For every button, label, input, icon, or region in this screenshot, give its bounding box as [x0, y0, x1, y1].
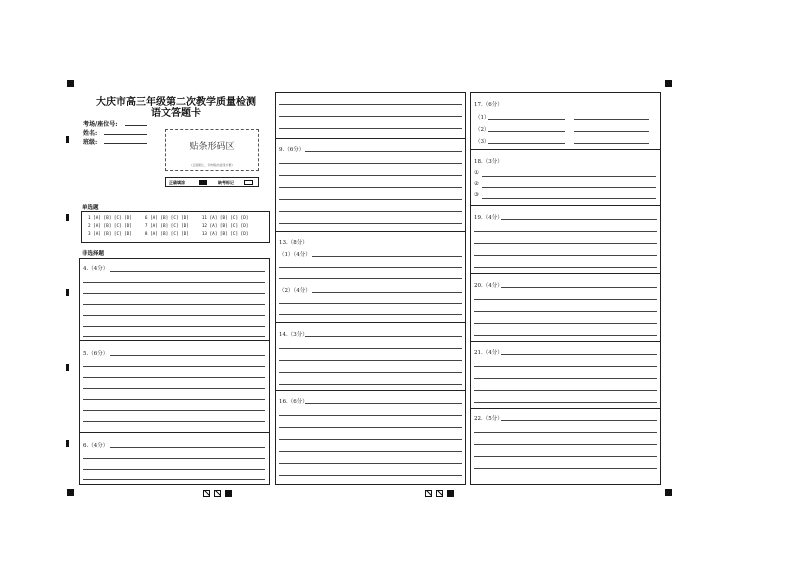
section-divider: [470, 341, 661, 342]
corner-mark-bottom-left: [67, 489, 74, 496]
name-label: 姓名:: [83, 130, 98, 137]
answer-line[interactable]: [474, 366, 657, 367]
answer-line[interactable]: [488, 131, 565, 132]
question-label-q6: 6.（4分）: [83, 443, 109, 449]
answer-line[interactable]: [501, 219, 657, 220]
missing-mark-label: 缺考标记: [218, 180, 234, 185]
answer-line[interactable]: [474, 243, 657, 244]
section-divider: [470, 273, 661, 274]
answer-line[interactable]: [488, 119, 565, 120]
answer-line[interactable]: [279, 463, 462, 464]
answer-line[interactable]: [482, 198, 656, 199]
answer-line[interactable]: [305, 403, 462, 404]
objective-answer-box: [81, 211, 270, 243]
timing-mark: [66, 289, 69, 296]
answer-line[interactable]: [279, 199, 462, 200]
page-marker-icon: [214, 490, 221, 497]
corner-mark-top-left: [67, 80, 74, 87]
answer-line[interactable]: [83, 399, 265, 400]
answer-line[interactable]: [501, 354, 657, 355]
question-label-q17-3: （3）: [475, 139, 490, 145]
question-label-q21: 21.（4分）: [474, 350, 503, 356]
correct-fill-sample-icon: [199, 180, 207, 185]
section-divider: [275, 138, 466, 139]
answer-line[interactable]: [312, 256, 462, 257]
answer-line[interactable]: [574, 119, 649, 120]
question-label-q4: 4.（4分）: [83, 266, 109, 272]
answer-line[interactable]: [474, 390, 657, 391]
answer-line[interactable]: [474, 323, 657, 324]
answer-line[interactable]: [279, 303, 462, 304]
question-label-q18-2: ②: [474, 181, 479, 187]
question-label-q16: 16.（6分）: [279, 399, 308, 405]
answer-line[interactable]: [279, 163, 462, 164]
question-label-q20: 20.（4分）: [474, 283, 503, 289]
question-label-q5: 5.（6分）: [83, 351, 109, 357]
answer-line[interactable]: [279, 278, 462, 279]
section-divider: [275, 231, 466, 232]
answer-line[interactable]: [474, 311, 657, 312]
exam-room-label: 考场/座位号:: [83, 121, 118, 128]
section-divider: [470, 149, 661, 150]
question-label-q13-1: （1）（4分）: [279, 252, 311, 258]
answer-line[interactable]: [83, 421, 265, 422]
corner-mark-top-right: [665, 80, 672, 87]
answer-line[interactable]: [279, 187, 462, 188]
fill-legend: [165, 177, 259, 187]
answer-line[interactable]: [83, 458, 265, 459]
answer-line[interactable]: [474, 432, 657, 433]
class-field[interactable]: [104, 143, 147, 144]
corner-mark-bottom-right: [665, 489, 672, 496]
answer-line[interactable]: [83, 410, 265, 411]
answer-line[interactable]: [279, 360, 462, 361]
question-label-q13: 13.（8分）: [279, 240, 308, 246]
timing-mark: [66, 440, 69, 447]
answer-line[interactable]: [110, 447, 265, 448]
barcode-note: (正面朝上，切勿贴出虚线方框): [191, 163, 233, 167]
answer-line[interactable]: [110, 271, 265, 272]
answer-line[interactable]: [279, 439, 462, 440]
section-divider: [275, 322, 466, 323]
answer-line[interactable]: [279, 348, 462, 349]
answer-line[interactable]: [83, 479, 265, 480]
answer-line[interactable]: [279, 116, 462, 117]
answer-line[interactable]: [279, 427, 462, 428]
question-label-q13-2: （2）（4分）: [279, 288, 311, 294]
answer-line[interactable]: [279, 372, 462, 373]
answer-line[interactable]: [279, 211, 462, 212]
subjective-section-title: 非选择题: [82, 251, 105, 257]
answer-box-q5: [79, 340, 270, 433]
answer-card-title: 语文答题卡: [151, 108, 201, 119]
answer-line[interactable]: [279, 223, 462, 224]
question-label-q17-1: （1）: [475, 115, 490, 121]
question-label-q18-3: ③: [474, 192, 479, 198]
timing-mark: [66, 214, 69, 221]
question-label-q17: 17.（6分）: [474, 102, 503, 108]
page-marker-icon: [203, 490, 210, 497]
answer-line[interactable]: [474, 402, 657, 403]
section-divider: [275, 390, 466, 391]
answer-line[interactable]: [312, 292, 462, 293]
answer-line[interactable]: [474, 378, 657, 379]
answer-line[interactable]: [279, 175, 462, 176]
answer-line[interactable]: [482, 176, 656, 177]
page-marker-icon: [436, 490, 443, 497]
question-label-q9: 9.（6分）: [279, 147, 305, 153]
answer-line[interactable]: [83, 366, 265, 367]
answer-box-q6: [79, 432, 270, 485]
barcode-area: [165, 129, 259, 171]
exam-title: 大庆市高三年级第二次教学质量检测: [96, 97, 256, 108]
section-divider: [470, 205, 661, 206]
answer-line[interactable]: [279, 451, 462, 452]
answer-line[interactable]: [279, 415, 462, 416]
timing-mark: [66, 364, 69, 371]
answer-line[interactable]: [83, 388, 265, 389]
objective-row[interactable]: 3 [A] [B] [C] [D] 8 [A] [B] [C] [D] 13 [A] [B] [C] [D]: [88, 232, 249, 237]
answer-line[interactable]: [501, 420, 657, 421]
class-label: 班级:: [83, 139, 98, 146]
missing-mark-checkbox[interactable]: [244, 180, 253, 185]
answer-line[interactable]: [110, 355, 265, 356]
answer-line[interactable]: [488, 143, 565, 144]
answer-line[interactable]: [501, 287, 657, 288]
question-label-q19: 19.（4分）: [474, 215, 503, 221]
exam-room-field[interactable]: [125, 125, 147, 126]
page-marker-icon: [447, 490, 454, 497]
question-label-q22: 22.（5分）: [474, 416, 503, 422]
answer-line[interactable]: [83, 293, 265, 294]
objective-row[interactable]: 1 [A] [B] [C] [D] 6 [A] [B] [C] [D] 11 [A] [B] [C] [D]: [88, 216, 249, 221]
answer-line[interactable]: [279, 475, 462, 476]
answer-line[interactable]: [83, 469, 265, 470]
answer-line[interactable]: [279, 128, 462, 129]
answer-line[interactable]: [279, 267, 462, 268]
answer-line[interactable]: [83, 282, 265, 283]
name-field[interactable]: [104, 134, 147, 135]
answer-line[interactable]: [474, 468, 657, 469]
section-divider: [470, 408, 661, 409]
answer-line[interactable]: [474, 267, 657, 268]
answer-box-q4: [79, 258, 270, 341]
page-marker-icon: [425, 490, 432, 497]
question-label-q18: 18.（3分）: [474, 159, 503, 165]
answer-line[interactable]: [474, 335, 657, 336]
answer-line[interactable]: [482, 187, 656, 188]
objective-row[interactable]: 2 [A] [B] [C] [D] 7 [A] [B] [C] [D] 12 [A] [B] [C] [D]: [88, 224, 249, 229]
question-label-q14: 14.（3分）: [279, 332, 308, 338]
answer-line[interactable]: [305, 336, 462, 337]
answer-line[interactable]: [474, 456, 657, 457]
answer-line[interactable]: [474, 255, 657, 256]
answer-line[interactable]: [474, 299, 657, 300]
question-label-q18-1: ①: [474, 170, 479, 176]
answer-line[interactable]: [474, 444, 657, 445]
answer-line[interactable]: [83, 304, 265, 305]
answer-line[interactable]: [474, 231, 657, 232]
timing-mark: [66, 136, 69, 143]
answer-line[interactable]: [83, 377, 265, 378]
page-marker-icon: [225, 490, 232, 497]
answer-line[interactable]: [279, 104, 462, 105]
correct-fill-label: 正确填涂: [169, 180, 185, 185]
objective-section-title: 单选题: [82, 205, 99, 211]
answer-line[interactable]: [279, 384, 462, 385]
answer-line[interactable]: [83, 326, 265, 327]
answer-line[interactable]: [305, 151, 462, 152]
answer-line[interactable]: [574, 143, 649, 144]
answer-line[interactable]: [83, 315, 265, 316]
barcode-label: 贴条形码区: [189, 142, 235, 152]
question-label-q17-2: （2）: [475, 127, 490, 133]
answer-line[interactable]: [279, 314, 462, 315]
answer-line[interactable]: [83, 336, 265, 337]
answer-line[interactable]: [574, 131, 649, 132]
